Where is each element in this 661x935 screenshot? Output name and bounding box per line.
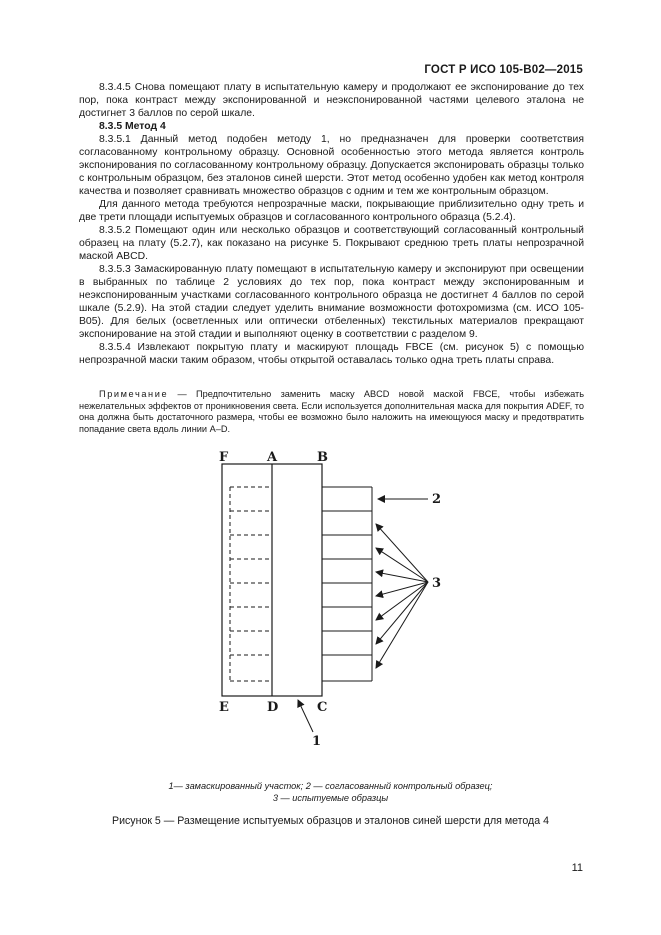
label-a: A <box>267 450 278 465</box>
paragraph-8-3-4-5: 8.3.4.5 Снова помещают плату в испытательную камеру и продолжают ее экспонирование до тех пор, пока контраст между экспонированной и неэкспонированной частями целевого эталона не достигнет 3 баллов по серой шкале. <box>79 82 584 119</box>
callout-2: 2 <box>432 492 442 507</box>
arrow-1 <box>298 700 313 732</box>
label-c: C <box>317 700 328 715</box>
paragraph-8-3-5-1: 8.3.5.1 Данный метод подобен методу 1, но предназначен для проверки соответствия согласованному контрольному образцу. Основной особенностью этого метода является контроль экспонирования по согласованному контрольному образцу. Допускается экспонировать образцы только с контрольным образцом, без эталонов синей шерсти. Этот метод особенно удобен как метод контроля качества и позволяет сравнивать множество образцов с одним и тем же контрольным образцом. <box>79 134 584 197</box>
label-d: D <box>267 700 279 715</box>
exposed-specimens <box>322 487 372 681</box>
note-text: — Предпочтительно заменить маску ABCD новой маской FBCE, чтобы избежать нежелательных эффектов от проникновения света. Если используется дополнительная маска для покрытия ADEF, то она должна быть достаточного размера, чтобы ее возможно было наложить на имеющуюся маску и предотвратить попадание света вдоль линии A–D. <box>79 389 584 434</box>
figure-legend <box>0 780 661 804</box>
callout-1: 1 <box>312 734 322 749</box>
label-b: B <box>317 450 328 465</box>
label-e: E <box>219 700 229 715</box>
figure-5-diagram <box>0 440 661 780</box>
body-text <box>79 81 584 367</box>
document-header: ГОСТ Р ИСО 105-B02—2015 <box>424 64 583 76</box>
page-number: 11 <box>571 862 583 874</box>
paragraph-8-3-5-3: 8.3.5.3 Замаскированную плату помещают в испытательную камеру и экспонируют при освещении в выбранных по таблице 2 условиях до тех пор, пока контраст между экспонированным и неэкспонированным участками согласованного контрольного образца не достигнет 4 баллов по серой шкале (5.2.9). На этой стадии следует уделить внимание возможности фотохромизма (см. ИСО 105-B05). Для белых (осветленных или оптически отбеленных) текстильных материалов прекращают экспонирование на этой стадии и выполняют оценку в соответствии с разделом 9. <box>79 264 584 340</box>
figure-legend-line-1: 1— замаскированный участок; 2 — согласованный контрольный образец; <box>168 781 493 791</box>
figure-legend-line-2: 3 — испытуемые образцы <box>272 793 389 803</box>
arrows-3 <box>376 524 428 668</box>
paragraph-mask-requirement: Для данного метода требуются непрозрачные маски, покрывающие приблизительно одну треть и две трети площади испытуемых образцов и согласованного контрольного образца (5.2.4). <box>79 199 584 223</box>
figure-5 <box>0 440 661 785</box>
figure-title: Рисунок 5 — Размещение испытуемых образцов и эталонов синей шерсти для метода 4 <box>112 815 549 827</box>
label-f: F <box>219 450 229 465</box>
note-label: Примечание <box>99 389 169 399</box>
section-heading-8-3-5: 8.3.5 Метод 4 <box>99 121 166 132</box>
paragraph-8-3-5-2: 8.3.5.2 Помещают один или несколько образцов и соответствующий согласованный контрольный образец на плату (5.2.7), как показано на рисунке 5. Покрывают среднюю треть платы непрозрачной маской ABCD. <box>79 225 584 262</box>
paragraph-8-3-5-4: 8.3.5.4 Извлекают покрытую плату и маскируют площадь FBCE (см. рисунок 5) с помощью непрозрачной маски таким образом, чтобы открытой оставалась только одна треть платы справа. <box>79 342 584 366</box>
note-block <box>79 389 584 435</box>
callout-3: 3 <box>432 576 442 591</box>
covered-specimens <box>230 487 272 681</box>
